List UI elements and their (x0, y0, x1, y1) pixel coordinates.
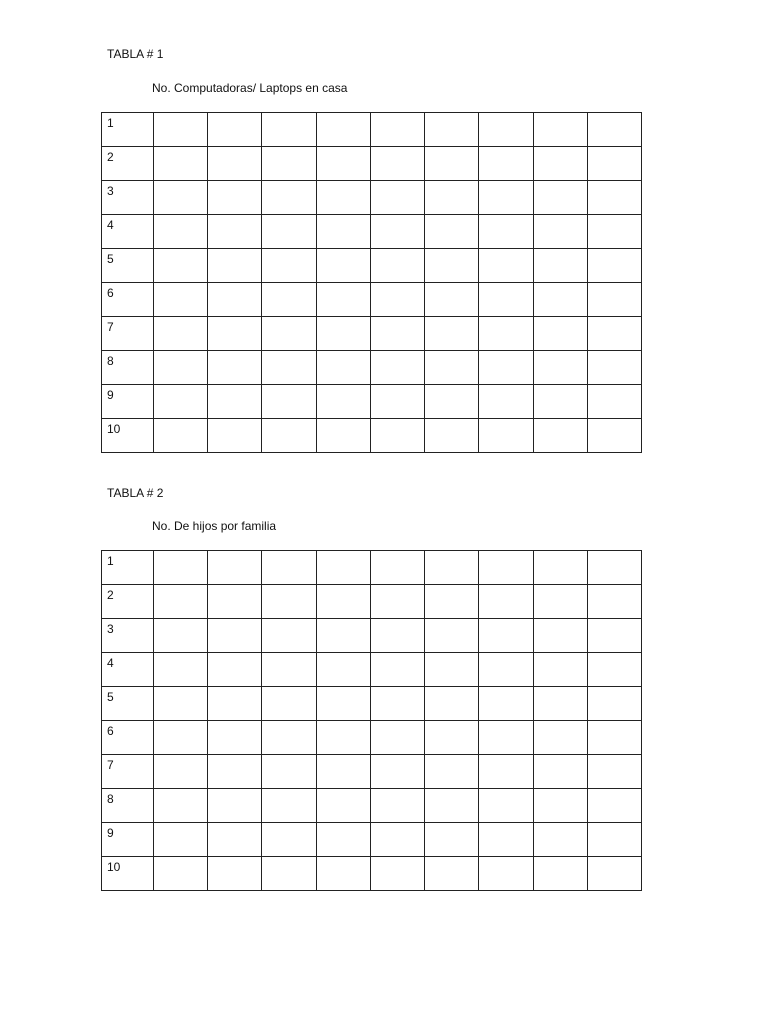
blank-cell (208, 147, 262, 181)
blank-cell (425, 419, 479, 453)
blank-cell (479, 721, 533, 755)
blank-cell (316, 585, 370, 619)
blank-cell (370, 755, 424, 789)
row-number-cell: 5 (102, 687, 154, 721)
blank-cell (154, 721, 208, 755)
blank-cell (262, 351, 316, 385)
blank-cell (587, 789, 641, 823)
row-number-cell: 4 (102, 653, 154, 687)
blank-cell (154, 789, 208, 823)
blank-cell (262, 551, 316, 585)
blank-cell (154, 215, 208, 249)
blank-cell (479, 823, 533, 857)
blank-cell (208, 857, 262, 891)
blank-cell (262, 755, 316, 789)
blank-cell (154, 181, 208, 215)
row-number-cell: 1 (102, 551, 154, 585)
blank-cell (316, 215, 370, 249)
blank-cell (208, 283, 262, 317)
blank-cell (533, 823, 587, 857)
blank-cell (425, 249, 479, 283)
table-row (102, 823, 642, 857)
blank-cell (533, 619, 587, 653)
blank-cell (316, 619, 370, 653)
table-2-grid (101, 550, 642, 891)
blank-cell (262, 147, 316, 181)
blank-cell (370, 147, 424, 181)
row-number-cell: 1 (102, 113, 154, 147)
blank-cell (316, 351, 370, 385)
blank-cell (533, 351, 587, 385)
blank-cell (262, 789, 316, 823)
blank-cell (262, 585, 316, 619)
blank-cell (262, 857, 316, 891)
blank-cell (587, 385, 641, 419)
blank-cell (154, 823, 208, 857)
blank-cell (533, 419, 587, 453)
blank-cell (208, 585, 262, 619)
row-number-cell: 7 (102, 755, 154, 789)
blank-cell (370, 721, 424, 755)
row-number-cell: 9 (102, 385, 154, 419)
blank-cell (316, 823, 370, 857)
blank-cell (533, 181, 587, 215)
blank-cell (208, 687, 262, 721)
blank-cell (262, 687, 316, 721)
blank-cell (370, 215, 424, 249)
blank-cell (208, 789, 262, 823)
blank-cell (370, 653, 424, 687)
blank-cell (425, 721, 479, 755)
table-row (102, 147, 642, 181)
blank-cell (479, 283, 533, 317)
blank-cell (533, 789, 587, 823)
blank-cell (208, 551, 262, 585)
blank-cell (587, 317, 641, 351)
blank-cell (479, 755, 533, 789)
blank-cell (587, 619, 641, 653)
table-row (102, 551, 642, 585)
row-number-cell: 2 (102, 585, 154, 619)
blank-cell (533, 721, 587, 755)
blank-cell (262, 215, 316, 249)
blank-cell (533, 755, 587, 789)
blank-cell (316, 551, 370, 585)
blank-cell (425, 283, 479, 317)
blank-cell (316, 317, 370, 351)
blank-cell (479, 147, 533, 181)
table-row (102, 317, 642, 351)
blank-cell (587, 283, 641, 317)
blank-cell (533, 215, 587, 249)
blank-cell (587, 585, 641, 619)
blank-cell (316, 419, 370, 453)
blank-cell (533, 113, 587, 147)
row-number-cell: 2 (102, 147, 154, 181)
row-number-cell: 6 (102, 721, 154, 755)
blank-cell (154, 317, 208, 351)
blank-cell (479, 317, 533, 351)
blank-cell (587, 653, 641, 687)
table-row (102, 215, 642, 249)
blank-cell (479, 687, 533, 721)
blank-cell (533, 249, 587, 283)
blank-cell (370, 857, 424, 891)
blank-cell (208, 351, 262, 385)
row-number-cell: 6 (102, 283, 154, 317)
blank-cell (587, 419, 641, 453)
table-row (102, 113, 642, 147)
blank-cell (479, 653, 533, 687)
blank-cell (587, 215, 641, 249)
row-number-cell: 9 (102, 823, 154, 857)
blank-cell (262, 113, 316, 147)
blank-cell (479, 181, 533, 215)
blank-cell (154, 857, 208, 891)
blank-cell (479, 585, 533, 619)
blank-cell (425, 351, 479, 385)
blank-cell (533, 317, 587, 351)
blank-cell (479, 385, 533, 419)
blank-cell (370, 283, 424, 317)
table-2-subtitle: No. De hijos por familia (152, 519, 277, 533)
blank-cell (154, 585, 208, 619)
blank-cell (370, 351, 424, 385)
table-row (102, 351, 642, 385)
table-row (102, 653, 642, 687)
blank-cell (208, 619, 262, 653)
blank-cell (587, 687, 641, 721)
blank-cell (262, 249, 316, 283)
table-row (102, 385, 642, 419)
blank-cell (425, 215, 479, 249)
blank-cell (208, 823, 262, 857)
blank-cell (425, 585, 479, 619)
blank-cell (425, 113, 479, 147)
blank-cell (370, 585, 424, 619)
blank-cell (533, 147, 587, 181)
blank-cell (316, 385, 370, 419)
blank-cell (208, 317, 262, 351)
blank-cell (370, 789, 424, 823)
blank-cell (316, 857, 370, 891)
blank-cell (587, 551, 641, 585)
blank-cell (370, 823, 424, 857)
blank-cell (425, 551, 479, 585)
blank-cell (587, 249, 641, 283)
blank-cell (533, 385, 587, 419)
blank-cell (533, 687, 587, 721)
blank-cell (425, 653, 479, 687)
table-1-subtitle: No. Computadoras/ Laptops en casa (152, 81, 348, 95)
blank-cell (370, 551, 424, 585)
blank-cell (425, 789, 479, 823)
blank-cell (370, 317, 424, 351)
blank-cell (587, 823, 641, 857)
blank-cell (208, 181, 262, 215)
blank-cell (154, 551, 208, 585)
blank-cell (533, 585, 587, 619)
blank-cell (425, 147, 479, 181)
table-2-heading: TABLA # 2 (107, 486, 164, 500)
blank-cell (262, 653, 316, 687)
blank-cell (262, 419, 316, 453)
blank-cell (316, 687, 370, 721)
blank-cell (425, 317, 479, 351)
row-number-cell: 3 (102, 619, 154, 653)
blank-cell (208, 419, 262, 453)
table-row (102, 181, 642, 215)
blank-cell (370, 181, 424, 215)
blank-cell (425, 385, 479, 419)
blank-cell (316, 249, 370, 283)
row-number-cell: 8 (102, 789, 154, 823)
blank-cell (262, 823, 316, 857)
blank-cell (154, 687, 208, 721)
blank-cell (154, 283, 208, 317)
row-number-cell: 10 (102, 419, 154, 453)
blank-cell (208, 385, 262, 419)
blank-cell (154, 385, 208, 419)
blank-cell (533, 857, 587, 891)
table-1-heading: TABLA # 1 (107, 47, 164, 61)
row-number-cell: 7 (102, 317, 154, 351)
blank-cell (316, 283, 370, 317)
blank-cell (425, 687, 479, 721)
blank-cell (316, 721, 370, 755)
blank-cell (154, 113, 208, 147)
blank-cell (533, 551, 587, 585)
blank-cell (154, 249, 208, 283)
blank-cell (479, 215, 533, 249)
blank-cell (154, 147, 208, 181)
blank-cell (425, 857, 479, 891)
blank-cell (479, 551, 533, 585)
blank-cell (316, 113, 370, 147)
blank-cell (370, 249, 424, 283)
blank-cell (587, 857, 641, 891)
table-row (102, 687, 642, 721)
blank-cell (154, 351, 208, 385)
blank-cell (208, 653, 262, 687)
blank-cell (154, 755, 208, 789)
blank-cell (154, 653, 208, 687)
row-number-cell: 3 (102, 181, 154, 215)
blank-cell (262, 181, 316, 215)
blank-cell (479, 113, 533, 147)
row-number-cell: 8 (102, 351, 154, 385)
blank-cell (587, 181, 641, 215)
blank-cell (370, 113, 424, 147)
blank-cell (208, 249, 262, 283)
table-row (102, 857, 642, 891)
blank-cell (316, 147, 370, 181)
blank-cell (479, 857, 533, 891)
table-row (102, 249, 642, 283)
blank-cell (316, 755, 370, 789)
blank-cell (370, 619, 424, 653)
table-row (102, 755, 642, 789)
blank-cell (533, 283, 587, 317)
blank-cell (316, 789, 370, 823)
row-number-cell: 10 (102, 857, 154, 891)
blank-cell (587, 721, 641, 755)
table-row (102, 585, 642, 619)
row-number-cell: 5 (102, 249, 154, 283)
blank-cell (533, 653, 587, 687)
blank-cell (479, 249, 533, 283)
blank-cell (208, 215, 262, 249)
table-1-grid (101, 112, 642, 453)
blank-cell (587, 113, 641, 147)
table-row (102, 789, 642, 823)
blank-cell (425, 619, 479, 653)
blank-cell (425, 755, 479, 789)
blank-cell (208, 113, 262, 147)
blank-cell (479, 619, 533, 653)
blank-cell (587, 755, 641, 789)
blank-cell (262, 721, 316, 755)
blank-cell (154, 419, 208, 453)
blank-cell (262, 385, 316, 419)
blank-cell (370, 419, 424, 453)
blank-cell (479, 419, 533, 453)
blank-cell (370, 687, 424, 721)
table-row (102, 619, 642, 653)
table-row (102, 721, 642, 755)
blank-cell (262, 619, 316, 653)
blank-cell (262, 317, 316, 351)
blank-cell (208, 721, 262, 755)
blank-cell (587, 147, 641, 181)
blank-cell (316, 181, 370, 215)
blank-cell (425, 181, 479, 215)
table-row (102, 283, 642, 317)
blank-cell (262, 283, 316, 317)
blank-cell (479, 351, 533, 385)
blank-cell (425, 823, 479, 857)
blank-cell (479, 789, 533, 823)
blank-cell (208, 755, 262, 789)
blank-cell (587, 351, 641, 385)
table-row (102, 419, 642, 453)
blank-cell (154, 619, 208, 653)
blank-cell (316, 653, 370, 687)
row-number-cell: 4 (102, 215, 154, 249)
blank-cell (370, 385, 424, 419)
